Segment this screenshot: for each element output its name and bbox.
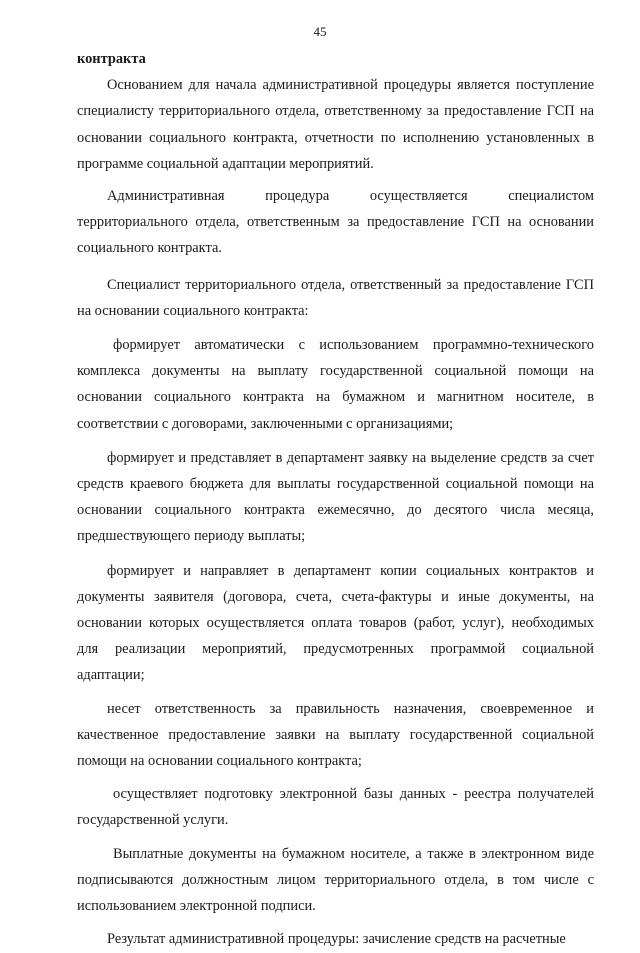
paragraph-item-sends-copies: формирует и направляет в департамент копии социальных контрактов и документы заявителя (договора, счета, счета-фактуры и иные документы, на основании которых осуществляется оплата товаров (работ, услуг), необходимых для реализации мероприятий, предусмотренных программой социальной адаптации; [77,562,594,684]
paragraph-payment-documents: Выплатные документы на бумажном носителе, а также в электронном виде подписываются должностным лицом территориального отдела, в том числе с использованием электронной подписи. [77,845,594,915]
paragraph-result: Результат административной процедуры: зачисление средств на расчетные [107,931,566,948]
paragraph-item-submits-request: формирует и представляет в департамент заявку на выделение средств за счет средств краевого бюджета для выплаты государственной социальной помощи на основании социального контракта ежемесячно, до десятого числа месяца, предшествующего периоду выплаты; [77,449,594,545]
document-body [77,46,594,953]
page-number: 45 [313,24,327,39]
paragraph-performer: Административная процедура осуществляется специалистом территориального отдела, ответственным за предоставление ГСП на основании социального контракта. [77,188,594,257]
paragraph-item-registry: осуществляет подготовку электронной базы данных - реестра получателей государственной услуги. [77,786,594,829]
section-heading-continuation: контракта [77,51,146,67]
paragraph-item-forms-documents: формирует автоматически с использованием программно-технического комплекса документы на выплату государственной социальной помощи на основании социального контракта на бумажном и магнитном носителе, в соответствии с договорами, заключенными с организациями; [77,337,594,432]
paragraph-item-responsibility: несет ответственность за правильность назначения, своевременное и качественное предоставление заявки на выплату государственной социальной помощи на основании социального контракта; [77,700,594,770]
paragraph-basis: Основанием для начала административной процедуры является поступление специалисту территориального отдела, ответственному за предоставление ГСП на основании социального контракта, отчетности по исполнению установленных в программе социальной адаптации мероприятий. [77,77,594,172]
paragraph-specialist-intro: Специалист территориального отдела, ответственный за предоставление ГСП на основании социального контракта: [77,276,594,319]
